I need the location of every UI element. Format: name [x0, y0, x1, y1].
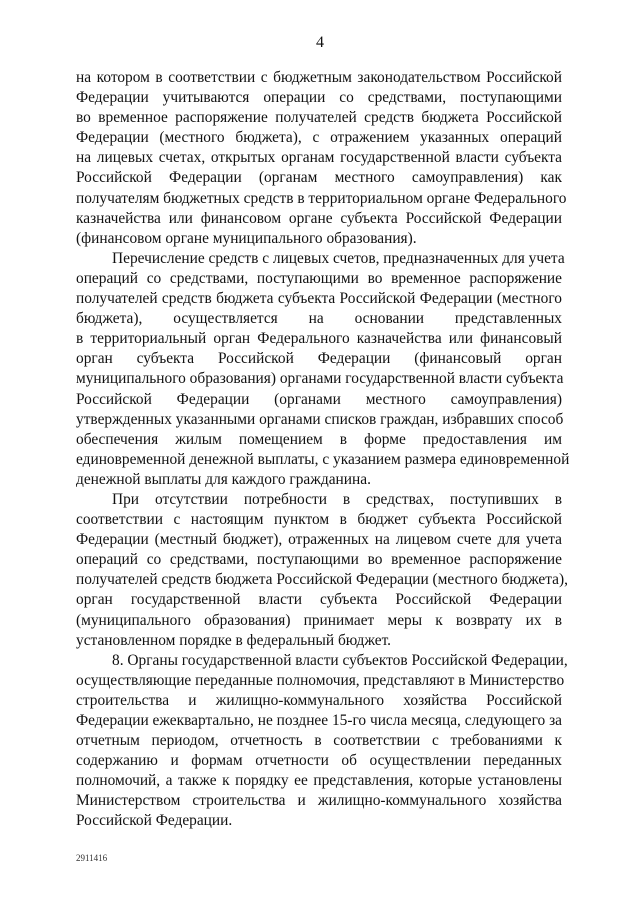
text-line: в территориальный орган Федерального казначейства или финансовый: [76, 330, 562, 348]
text-line: орган субъекта Российской Федерации (финансовый орган: [76, 350, 562, 368]
paragraph: [76, 249, 570, 490]
text-line: отчетным периодом, отчетность в соответствии с требованиями к: [76, 732, 562, 750]
text-line: установленном порядке в федеральный бюджет.: [76, 631, 392, 649]
text-line: утвержденных указанными органами списков граждан, избравших способ: [76, 410, 564, 428]
text-line: (муниципального образования) принимает меры к возврату их в: [76, 611, 562, 629]
document-body: [76, 68, 570, 832]
text-line: операций со средствами, поступающими во временное распоряжение: [76, 269, 562, 287]
text-line: Федерации ежеквартально, не позднее 15-го числа месяца, следующего за: [76, 712, 562, 729]
text-line: соответствии с настоящим пунктом в бюджет субъекта Российской: [76, 511, 562, 529]
text-line: единовременной денежной выплаты, с указанием размера единовременной: [76, 450, 570, 468]
text-line: денежной выплаты для каждого гражданина.: [76, 470, 371, 488]
text-line: получателям бюджетных средств в территориальном органе Федерального: [76, 189, 567, 207]
text-line: При отсутствии потребности в средствах, поступивших в: [112, 490, 562, 508]
text-line: казначейства или финансовом органе субъекта Российской Федерации: [76, 209, 562, 227]
text-line: строительства и жилищно-коммунального хозяйства Российской: [76, 691, 562, 709]
text-line: Министерством строительства и жилищно-коммунального хозяйства: [76, 792, 562, 810]
text-line: получателей средств бюджета субъекта Российской Федерации (местного: [76, 290, 562, 308]
text-line: во временное распоряжение получателей средств бюджета Российской: [76, 109, 562, 127]
page-number: 4: [316, 34, 324, 51]
text-line: Федерации (местный бюджет), отраженных на лицевом счете для учета: [76, 531, 562, 549]
text-line: обеспечения жилым помещением в форме предоставления им: [76, 430, 562, 448]
text-line: полномочий, а также к порядку ее представления, которые установлены: [76, 772, 562, 790]
paragraph: [76, 651, 568, 832]
text-line: (финансовом органе муниципального образования).: [76, 229, 417, 247]
text-line: Российской Федерации.: [76, 812, 233, 830]
text-line: получателей средств бюджета Российской Федерации (местного бюджета),: [76, 571, 568, 589]
text-line: операций со средствами, поступающими во временное распоряжение: [76, 551, 562, 569]
text-line: содержанию и формам отчетности об осуществлении переданных: [76, 752, 562, 770]
text-line: Российской Федерации (органам местного самоуправления) как: [76, 169, 562, 187]
text-line: Российской Федерации (органами местного самоуправления): [76, 390, 562, 408]
paragraph: [76, 68, 567, 249]
text-line: Перечисление средств с лицевых счетов, предназначенных для учета: [112, 249, 565, 267]
text-line: на котором в соответствии с бюджетным законодательством Российской: [76, 69, 562, 86]
text-line: муниципального образования) органами государственной власти субъекта: [76, 370, 564, 388]
document-code: 2911416: [76, 853, 108, 863]
text-line: осуществляющие переданные полномочия, представляют в Министерство: [76, 671, 565, 689]
paragraph: [76, 490, 568, 651]
text-line: 8. Органы государственной власти субъектов Российской Федерации,: [112, 651, 568, 669]
text-line: Федерации (местного бюджета), с отражением указанных операций: [76, 129, 562, 147]
text-line: на лицевых счетах, открытых органам государственной власти субъекта: [76, 149, 562, 167]
text-line: Федерации учитываются операции со средствами, поступающими: [76, 89, 562, 107]
text-line: орган государственной власти субъекта Российской Федерации: [76, 591, 562, 609]
text-line: бюджета), осуществляется на основании представленных: [76, 310, 562, 328]
